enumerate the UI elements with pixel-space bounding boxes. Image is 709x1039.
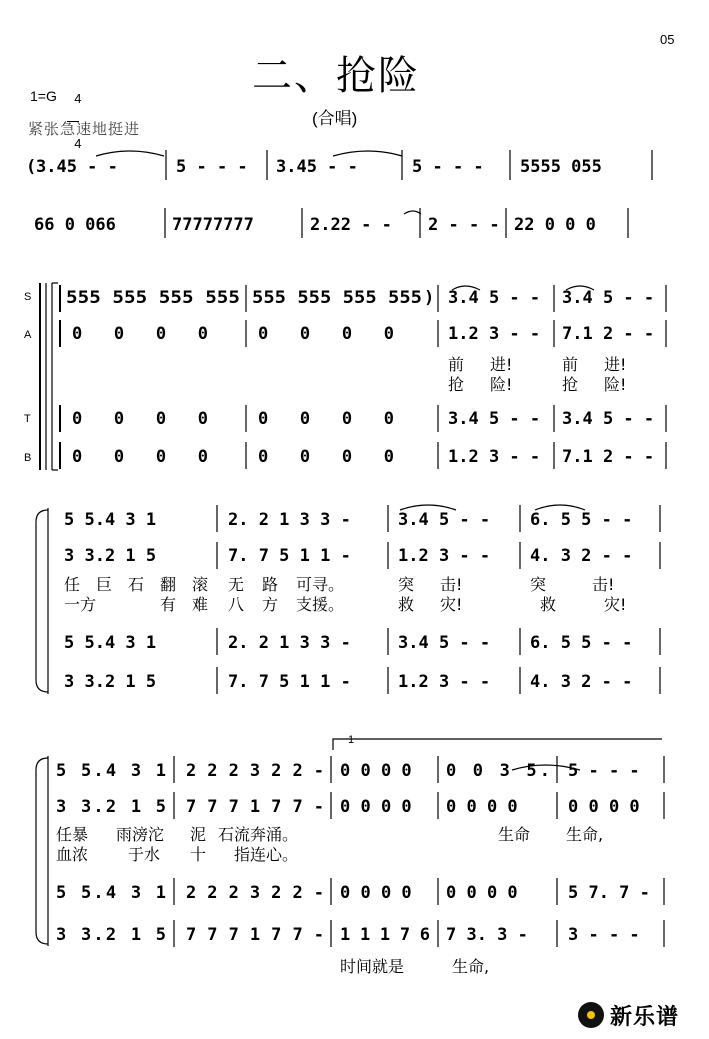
measure: 555 555 555 555 — [252, 288, 422, 308]
measure: 0 0 0 0 — [446, 797, 518, 817]
intro-line-1 — [26, 157, 602, 177]
lyric: 指连心。 — [234, 845, 299, 864]
lyric: 无 — [228, 575, 245, 594]
system-bracket — [36, 510, 48, 692]
lyric: 进! — [490, 355, 513, 374]
measure: 1.2 3 - - — [448, 447, 541, 467]
page-title: 二、抢险 — [252, 53, 420, 99]
measure: 1.2 3 - - — [398, 546, 491, 566]
measure: 5 5.4 3 1 — [56, 761, 166, 781]
part-labels — [24, 291, 32, 464]
measure: 5 7. 7 - — [568, 883, 650, 903]
slur — [96, 151, 164, 156]
measure: 5 - - - — [176, 157, 248, 177]
measure: 2.22 - - — [310, 215, 392, 235]
measure: 0 0 0 0 — [340, 761, 412, 781]
lyric: 击! — [440, 575, 463, 594]
lyric: 巨 — [96, 575, 113, 594]
lyric: 抢 — [448, 375, 465, 394]
measure: 0 0 0 0 — [340, 797, 412, 817]
system-3 — [56, 761, 650, 976]
measure: 5 5.4 3 1 — [56, 883, 166, 903]
lyric: 突 — [398, 575, 415, 594]
measure: 0 0 0 0 — [258, 409, 394, 429]
lyric: 石 — [128, 575, 145, 594]
measure: 7. 7 5 1 1 - — [228, 546, 351, 566]
volta-bracket — [333, 739, 662, 750]
lyric: 任暴 — [56, 825, 89, 844]
measure: 5555 055 — [520, 157, 602, 177]
lyric: 血浓 — [56, 845, 89, 864]
lyric: 生命, — [452, 957, 490, 976]
lyric: 击! — [592, 575, 615, 594]
part-label-b: B — [24, 452, 32, 464]
measure: 2 - - - — [428, 215, 500, 235]
lyric: 路 — [262, 575, 279, 594]
time-signature-bottom: 4 — [74, 136, 82, 151]
measure: 0 0 0 0 — [446, 883, 518, 903]
lyric: 生命, — [566, 825, 604, 844]
measure: 3 3.2 1 5 — [64, 672, 157, 692]
measure: 2. 2 1 3 3 - — [228, 510, 351, 530]
lyric: 救 — [540, 595, 557, 614]
lyric: 灾! — [440, 595, 463, 614]
logo — [578, 1000, 679, 1030]
measure: 0 0 0 0 — [568, 797, 640, 817]
lyric: 可寻。 — [296, 575, 345, 594]
measure: 66 0 066 — [34, 215, 116, 235]
lyric: 前 — [562, 355, 579, 374]
lyric: 突 — [530, 575, 547, 594]
measure: 3.45 - - — [276, 157, 358, 177]
measure: 7 7 7 1 7 7 - — [186, 797, 324, 817]
logo-text: 新乐谱 — [610, 1004, 680, 1030]
measure: 22 0 0 0 — [514, 215, 596, 235]
measure: 3.4 5 - - — [448, 409, 541, 429]
measure: 3.4 5 - - — [562, 288, 655, 308]
measure: 4. 3 2 - - — [530, 546, 633, 566]
measure: 0 0 0 0 — [72, 447, 208, 467]
measure: 7 3. 3 - — [446, 925, 528, 945]
slur — [404, 211, 421, 214]
measure: 0 0 3 5. — [446, 761, 550, 781]
measure: 2 2 2 3 2 2 - — [186, 761, 324, 781]
lyric: 生命 — [498, 825, 531, 844]
measure: 5 5.4 3 1 — [64, 510, 157, 530]
system-2 — [64, 510, 632, 692]
measure: 3 3.2 1 5 — [56, 925, 166, 945]
lyric: 抢 — [562, 375, 579, 394]
lyric: 难 — [192, 595, 209, 614]
measure: 5 - - - — [568, 761, 640, 781]
slur — [333, 151, 402, 156]
lyric: 时间就是 — [340, 957, 405, 976]
open-paren: ( — [26, 157, 37, 177]
system-1 — [66, 288, 654, 467]
tempo-marking: 紧张急速地挺进 — [28, 120, 141, 138]
measure: 3.4 5 - - — [562, 409, 655, 429]
measure: 77777777 — [172, 215, 254, 235]
measure: 4. 3 2 - - — [530, 672, 633, 692]
measure: 6. 5 5 - - — [530, 633, 633, 653]
subtitle: (合唱) — [312, 109, 358, 128]
measure: 3 3.2 1 5 — [64, 546, 157, 566]
lyric: 进! — [604, 355, 627, 374]
measure: 0 0 0 0 — [72, 409, 208, 429]
lyric: 雨滂沱 — [116, 825, 165, 844]
part-label-s: S — [24, 291, 32, 303]
measure: 5 5.4 3 1 — [64, 633, 157, 653]
measure: 2. 2 1 3 3 - — [228, 633, 351, 653]
measure: 7.1 2 - - — [562, 447, 655, 467]
page-number: 05 — [660, 32, 675, 47]
measure: 0 0 0 0 — [340, 883, 412, 903]
lyric: 任 — [64, 575, 81, 594]
lyric: 前 — [448, 355, 465, 374]
lyric: 石流奔涌。 — [218, 825, 299, 844]
measure: 7.1 2 - - — [562, 324, 655, 344]
measure: 3 - - - — [568, 925, 640, 945]
lyric: 救 — [398, 595, 415, 614]
record-disc-icon — [578, 1002, 604, 1028]
lyric: 于水 — [128, 845, 161, 864]
key-signature: 1=G — [30, 88, 57, 104]
lyric: 滚 — [192, 575, 209, 594]
close-paren: ) — [424, 288, 435, 308]
measure: 7 7 7 1 7 7 - — [186, 925, 324, 945]
lyric: 险! — [604, 375, 627, 394]
lyric: 十 — [190, 845, 207, 864]
lyric: 翻 — [160, 575, 177, 594]
time-signature-top: 4 — [74, 91, 82, 106]
measure: 0 0 0 0 — [72, 324, 208, 344]
measure: 2 2 2 3 2 2 - — [186, 883, 324, 903]
measure: 1.2 3 - - — [398, 672, 491, 692]
volta-label: 1 — [348, 734, 355, 746]
lyric: 八 — [228, 595, 245, 614]
measure: 3 3.2 1 5 — [56, 797, 166, 817]
measure: 0 0 0 0 — [258, 447, 394, 467]
lyric: 灾! — [604, 595, 627, 614]
part-label-t: T — [24, 413, 31, 425]
lyric: 方 — [262, 595, 279, 614]
lyric: 险! — [490, 375, 513, 394]
measure: 555 555 555 555 — [66, 288, 240, 308]
intro-line-2 — [34, 215, 596, 235]
lyric: 泥 — [190, 825, 207, 844]
measure: 1.2 3 - - — [448, 324, 541, 344]
measure: 5 - - - — [412, 157, 484, 177]
measure: 6. 5 5 - - — [530, 510, 633, 530]
lyric: 支援。 — [296, 595, 345, 614]
measure: 1 1 1 7 6 — [340, 925, 430, 945]
lyric: 有 — [160, 595, 177, 614]
lyric: 一方 — [64, 595, 97, 614]
measure: 3.4 5 - - — [398, 633, 491, 653]
part-label-a: A — [24, 329, 32, 341]
measure: 7. 7 5 1 1 - — [228, 672, 351, 692]
measure: 3.4 5 - - — [398, 510, 491, 530]
measure: 3.45 - - — [36, 157, 118, 177]
system-bracket — [36, 758, 48, 944]
measure: 0 0 0 0 — [258, 324, 394, 344]
measure: 3.4 5 - - — [448, 288, 541, 308]
